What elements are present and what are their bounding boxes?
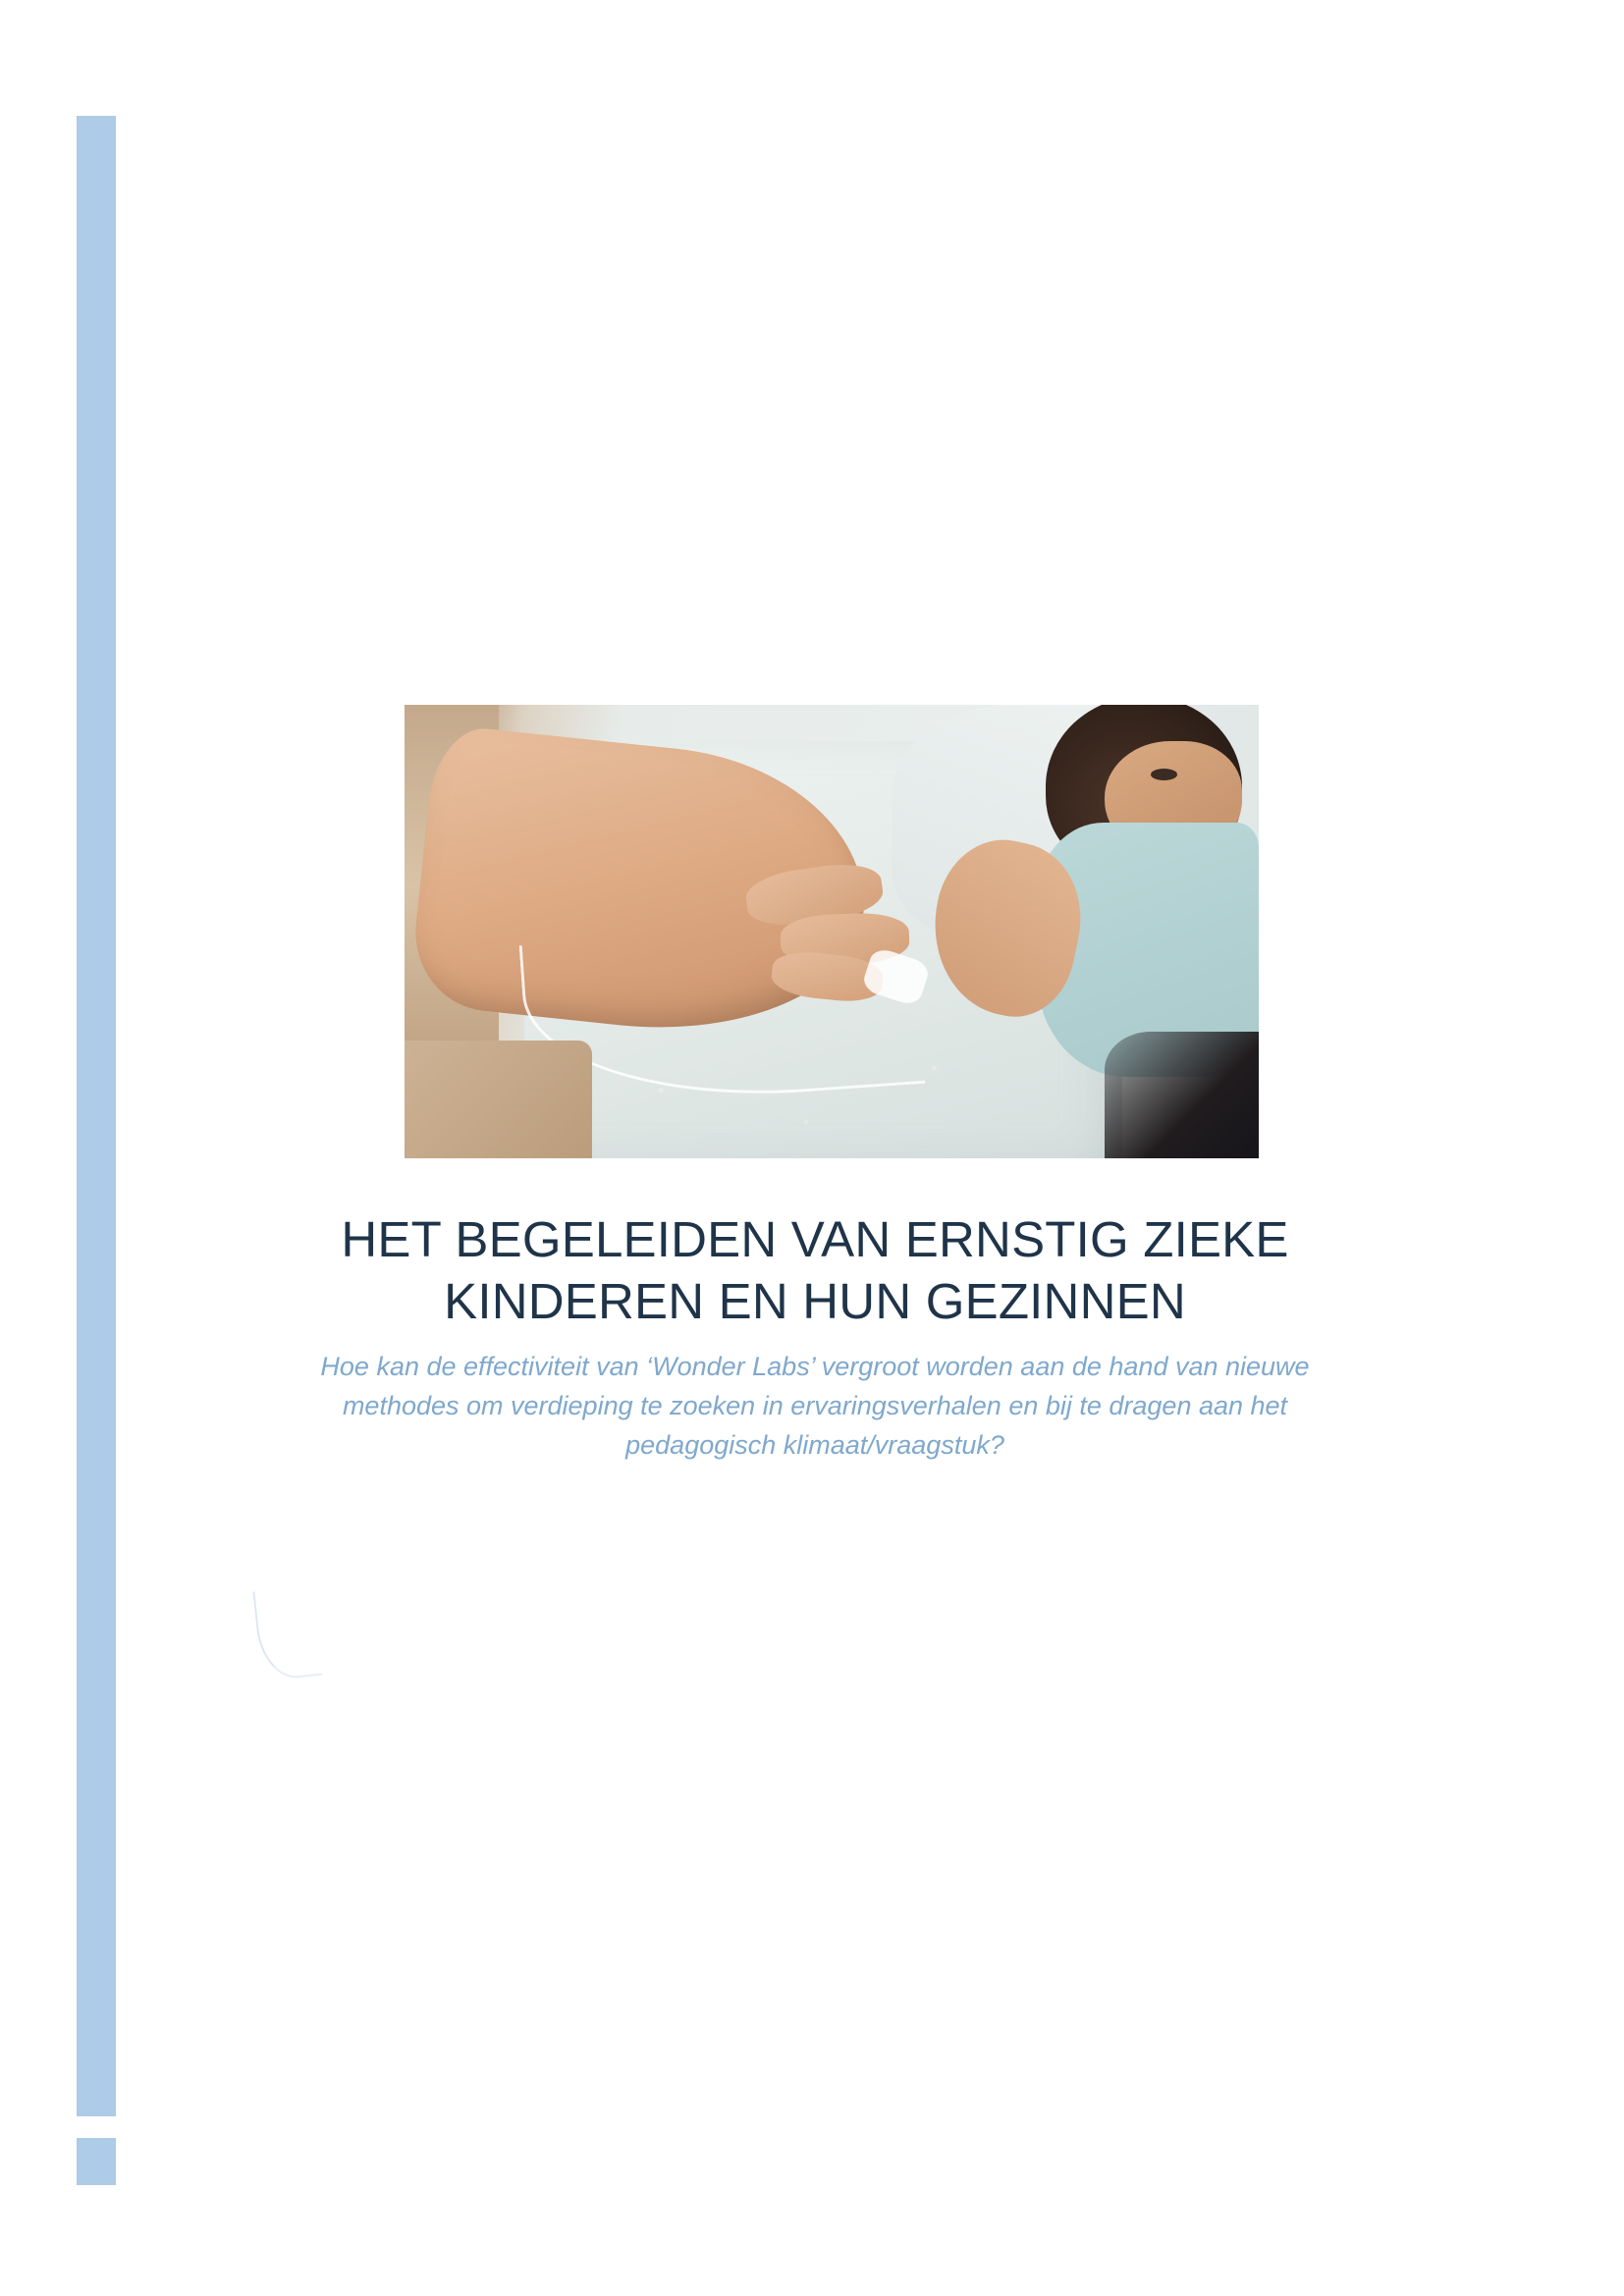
left-accent-bar-footer bbox=[77, 2138, 116, 2185]
page-title bbox=[226, 1209, 1404, 1332]
page-title-line-1: HET BEGELEIDEN VAN ERNSTIG ZIEKE bbox=[341, 1211, 1289, 1267]
title-block bbox=[226, 1209, 1404, 1466]
cover-image-illustration bbox=[405, 705, 1259, 1158]
page-subtitle: Hoe kan de effectiviteit van ‘Wonder Labs’ vergroot worden aan de hand van nieuwe methodes om verdieping te zoeken in ervaringsverhalen en bij te dragen aan het pedagogisch klimaat/vraagstuk? bbox=[320, 1352, 1310, 1461]
left-accent-bar bbox=[77, 116, 116, 2116]
scan-artifact bbox=[252, 1585, 322, 1682]
page-title-line-2: KINDEREN EN HUN GEZINNEN bbox=[444, 1272, 1186, 1329]
cover-image bbox=[405, 705, 1259, 1158]
image-texture bbox=[405, 705, 1259, 1158]
